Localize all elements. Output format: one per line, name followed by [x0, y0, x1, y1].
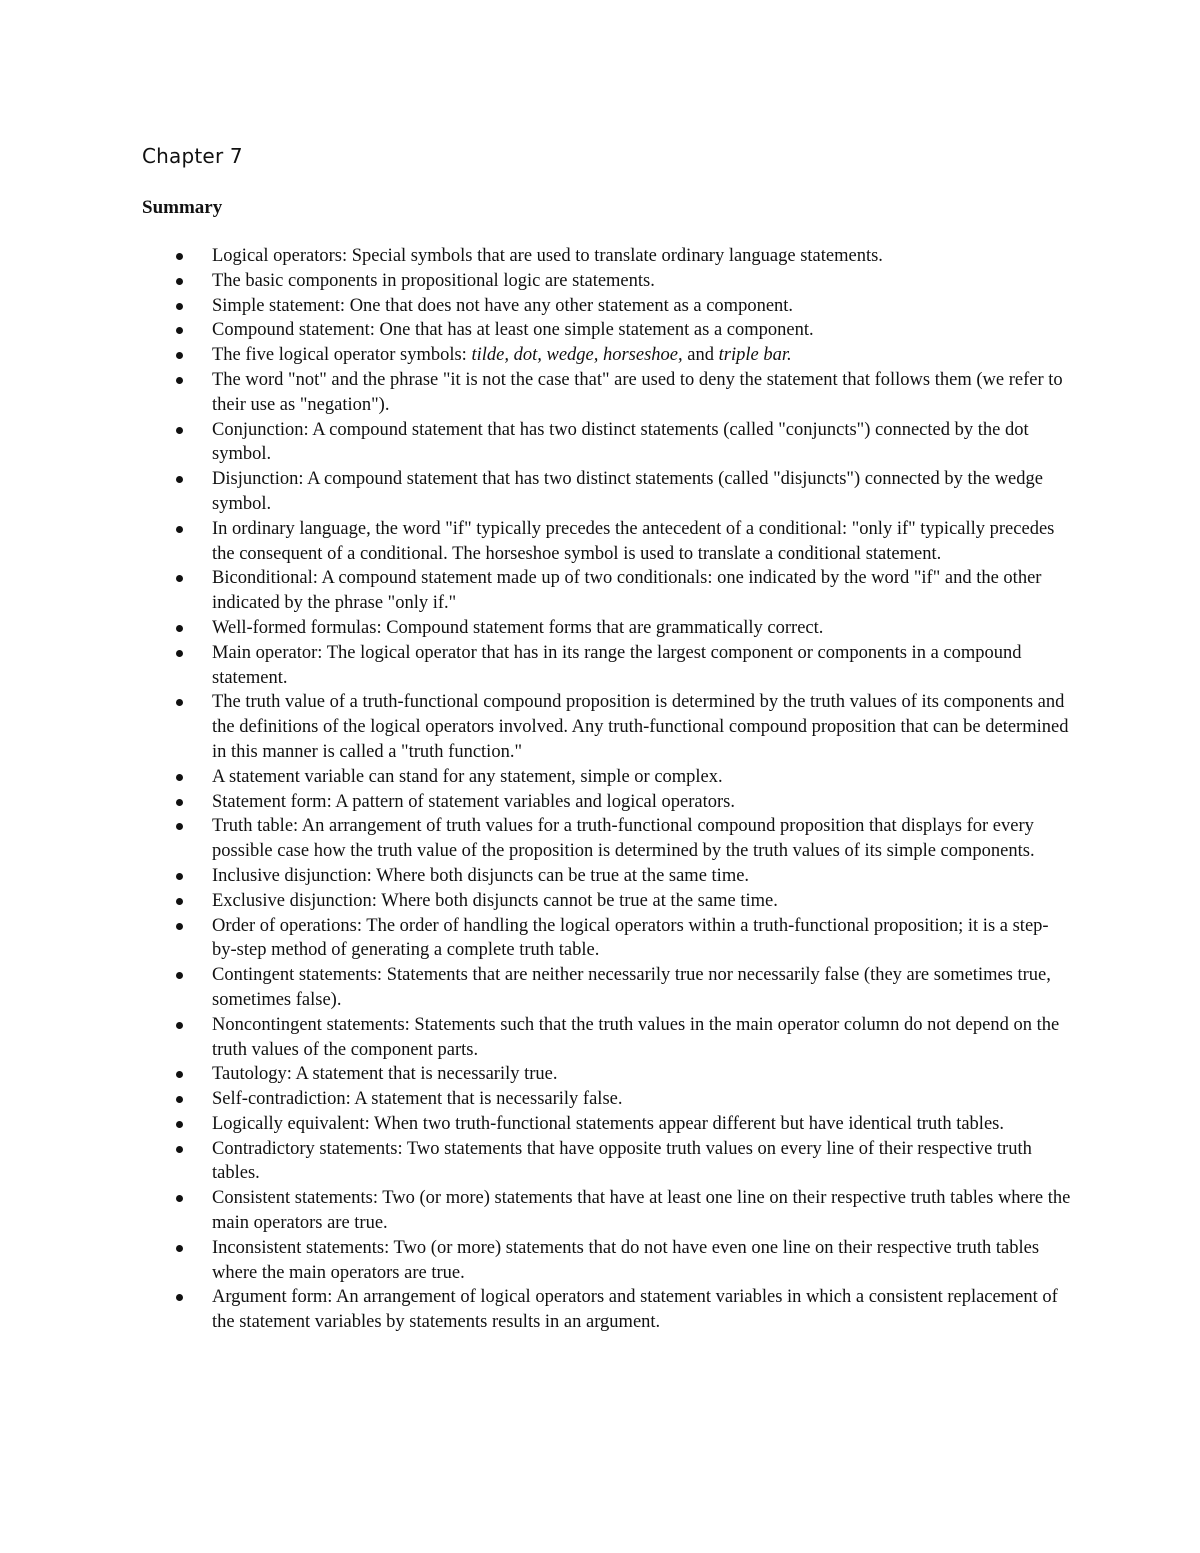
list-item — [212, 814, 1072, 864]
list-item-text: Main operator: The logical operator that has in its range the largest component or components in a compound statement. — [212, 642, 1022, 688]
list-item — [212, 1062, 1072, 1087]
italic-term: tilde, dot, wedge, horseshoe, — [471, 345, 683, 366]
list-item-text: Inconsistent statements: Two (or more) statements that do not have even one line on their respective truth tables where the main operators are true. — [212, 1237, 1040, 1283]
list-item — [212, 690, 1072, 764]
list-item — [212, 889, 1072, 914]
chapter-title: Chapter 7 — [142, 144, 243, 168]
bullet-icon — [176, 699, 183, 706]
list-item — [212, 1285, 1072, 1335]
bullet-icon — [176, 1022, 183, 1029]
list-item-text: The truth value of a truth-functional compound proposition is determined by the truth values of its components and the definitions of the logical operators involved. Any truth-functional compound proposition that can be determined in this manner is called a "truth function." — [212, 692, 1069, 762]
list-item — [212, 1236, 1072, 1286]
bullet-icon — [176, 1096, 183, 1103]
list-item-text: A statement variable can stand for any statement, simple or complex. — [212, 766, 723, 787]
list-item — [212, 963, 1072, 1013]
bullet-icon — [176, 625, 183, 632]
list-item-text: Simple statement: One that does not have any other statement as a component. — [212, 295, 794, 316]
list-item-text: The word "not" and the phrase "it is not the case that" are used to deny the statement that follows them (we refer to their use as "negation"). — [212, 369, 1063, 415]
text-segment: The five logical operator symbols: — [212, 345, 472, 366]
list-item-text: Biconditional: A compound statement made up of two conditionals: one indicated by the word "if" and the other indicated by the phrase "only if." — [212, 568, 1042, 614]
list-item — [212, 244, 1072, 269]
list-item-text: Order of operations: The order of handling the logical operators within a truth-functional proposition; it is a step-by-step method of generating a complete truth table. — [212, 915, 1049, 961]
list-item-text: Logical operators: Special symbols that are used to translate ordinary language statements. — [212, 246, 883, 266]
list-item-text: Logically equivalent: When two truth-functional statements appear different but have identical truth tables. — [212, 1113, 1004, 1134]
list-item — [212, 641, 1072, 691]
list-item-text: Disjunction: A compound statement that has two distinct statements (called "disjuncts") connected by the wedge symbol. — [212, 469, 1043, 514]
bullet-icon — [176, 476, 183, 483]
list-item-text: Contingent statements: Statements that are neither necessarily true nor necessarily false (they are sometimes true, sometimes false). — [212, 965, 1051, 1010]
bullet-icon — [176, 1195, 183, 1202]
list-item — [212, 294, 1072, 319]
bullet-icon — [176, 774, 183, 781]
list-item-text: Self-contradiction: A statement that is necessarily false. — [212, 1089, 623, 1110]
italic-term: triple bar. — [718, 345, 792, 366]
list-item — [212, 318, 1072, 343]
bullet-icon — [176, 799, 183, 806]
bullet-icon — [176, 1146, 183, 1153]
bullet-icon — [176, 427, 183, 434]
bullet-icon — [176, 898, 183, 905]
list-item-text: Compound statement: One that has at least one simple statement as a component. — [212, 320, 814, 341]
list-item — [212, 1137, 1072, 1187]
list-item — [212, 765, 1072, 790]
bullet-icon — [176, 823, 183, 830]
list-item-text: Tautology: A statement that is necessarily true. — [212, 1064, 558, 1085]
list-item-text: Noncontingent statements: Statements such that the truth values in the main operator column do not depend on the truth values of the component parts. — [212, 1014, 1060, 1060]
list-item — [212, 616, 1072, 641]
list-item — [212, 418, 1072, 468]
bullet-icon — [176, 278, 183, 285]
list-item-text: In ordinary language, the word "if" typically precedes the antecedent of a conditional: "only if" typically precedes the consequent of a conditional. The horseshoe symbol is used to translate a conditional statement. — [212, 518, 1055, 564]
list-item-text: Well-formed formulas: Compound statement forms that are grammatically correct. — [212, 617, 824, 638]
bullet-icon — [176, 253, 183, 260]
list-item — [212, 269, 1072, 294]
bullet-icon — [176, 972, 183, 979]
bullet-icon — [176, 1071, 183, 1078]
list-item-text: Consistent statements: Two (or more) statements that have at least one line on their respective truth tables where the main operators are true. — [212, 1188, 1071, 1234]
list-item — [212, 517, 1072, 567]
bullet-icon — [176, 575, 183, 582]
list-item-text: Inclusive disjunction: Where both disjuncts can be true at the same time. — [212, 865, 750, 886]
bullet-icon — [176, 1294, 183, 1301]
list-item-text: Conjunction: A compound statement that has two distinct statements (called "conjuncts") connected by the dot symbol. — [212, 419, 1029, 465]
list-item — [212, 1112, 1072, 1137]
bullet-icon — [176, 327, 183, 334]
bullet-icon — [176, 873, 183, 880]
list-item-text: Truth table: An arrangement of truth values for a truth-functional compound proposition that displays for every possible case how the truth value of the proposition is determined by the truth values of its simple components. — [212, 816, 1035, 862]
list-item — [212, 790, 1072, 815]
bullet-icon — [176, 303, 183, 310]
summary-list — [212, 244, 1072, 1335]
bullet-icon — [176, 352, 183, 359]
list-item-text: The basic components in propositional logic are statements. — [212, 270, 655, 291]
text-segment: and — [682, 345, 719, 366]
summary-heading: Summary — [142, 197, 223, 218]
list-item-text — [212, 345, 792, 365]
list-item-text: Argument form: An arrangement of logical operators and statement variables in which a consistent replacement of the statement variables by statements results in an argument. — [212, 1287, 1058, 1333]
list-item-text: Statement form: A pattern of statement variables and logical operators. — [212, 791, 735, 812]
list-item — [212, 914, 1072, 964]
list-item-text: Contradictory statements: Two statements that have opposite truth values on every line of their respective truth tables. — [212, 1138, 1032, 1184]
bullet-icon — [176, 923, 183, 930]
list-item — [212, 1186, 1072, 1236]
bullet-icon — [176, 1245, 183, 1252]
bullet-icon — [176, 1121, 183, 1128]
bullet-icon — [176, 526, 183, 533]
list-item — [212, 1087, 1072, 1112]
list-item — [212, 1013, 1072, 1063]
list-item — [212, 566, 1072, 616]
list-item-text: Exclusive disjunction: Where both disjuncts cannot be true at the same time. — [212, 890, 778, 911]
list-item — [212, 467, 1072, 517]
bullet-icon — [176, 650, 183, 657]
list-item — [212, 864, 1072, 889]
bullet-icon — [176, 377, 183, 384]
list-item — [212, 343, 1072, 368]
list-item — [212, 368, 1072, 418]
